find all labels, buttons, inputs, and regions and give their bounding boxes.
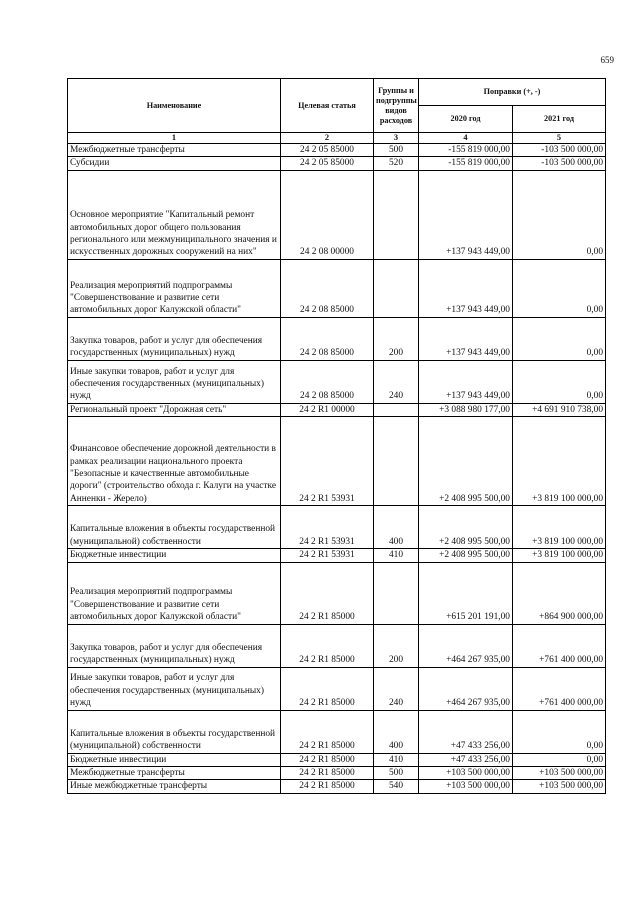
col-number: 2 [281,133,374,144]
row-code: 24 2 R1 85000 [281,624,374,667]
table-row [68,710,606,753]
row-2020: +103 500 000,00 [419,767,513,780]
col-number: 3 [374,133,419,144]
table-row [68,624,606,667]
row-2020: -155 819 000,00 [419,157,513,170]
table-row [68,157,606,170]
row-code: 24 2 R1 85000 [281,710,374,753]
page-number: 659 [600,55,614,65]
row-2021: +103 500 000,00 [513,767,606,780]
row-name: Капитальные вложения в объекты государственной (муниципальной) собственности [68,506,281,549]
row-name: Иные закупки товаров, работ и услуг для обеспечения государственных (муниципальных) нужд [68,360,281,403]
row-group: 200 [374,624,419,667]
header-name: Наименование [68,79,281,133]
row-2020: +464 267 935,00 [419,624,513,667]
header-2021: 2021 год [513,106,606,133]
row-code: 24 2 R1 85000 [281,780,374,793]
row-2020: +137 943 449,00 [419,317,513,360]
header-group: Группы и подгруппы видов расходов [374,79,419,133]
row-group [374,417,419,506]
row-name: Бюджетные инвестиции [68,549,281,562]
row-code: 24 2 R1 53931 [281,417,374,506]
table-row [68,667,606,710]
table-row [68,144,606,157]
row-2020: +615 201 191,00 [419,562,513,624]
row-group: 200 [374,317,419,360]
row-group: 410 [374,753,419,766]
row-2021: +103 500 000,00 [513,780,606,793]
row-name: Реализация мероприятий подпрограммы "Совершенствование и развитие сети автомобильных дорог Калужской области" [68,562,281,624]
header-2020: 2020 год [419,106,513,133]
row-name: Закупка товаров, работ и услуг для обеспечения государственных (муниципальных) нужд [68,317,281,360]
row-group [374,170,419,259]
row-code: 24 2 05 85000 [281,144,374,157]
row-2021: 0,00 [513,710,606,753]
row-2021: +761 400 000,00 [513,667,606,710]
row-name: Основное мероприятие "Капитальный ремонт автомобильных дорог общего пользования регионального или межмуниципального значения и искусственных дорожных сооружений на них" [68,170,281,259]
row-2020: +137 943 449,00 [419,259,513,317]
row-2020: +47 433 256,00 [419,753,513,766]
table-row [68,562,606,624]
row-group: 520 [374,157,419,170]
row-name: Межбюджетные трансферты [68,767,281,780]
table-row [68,259,606,317]
row-group [374,403,419,416]
table-row [68,506,606,549]
col-number: 4 [419,133,513,144]
col-number: 1 [68,133,281,144]
row-group: 540 [374,780,419,793]
row-group [374,562,419,624]
row-group: 400 [374,710,419,753]
row-code: 24 2 R1 00000 [281,403,374,416]
row-name: Субсидии [68,157,281,170]
budget-amendments-table [67,78,606,794]
row-code: 24 2 08 00000 [281,170,374,259]
row-2021: 0,00 [513,360,606,403]
table-row [68,417,606,506]
row-name: Капитальные вложения в объекты государственной (муниципальной) собственности [68,710,281,753]
row-2021: -103 500 000,00 [513,157,606,170]
row-code: 24 2 05 85000 [281,157,374,170]
row-code: 24 2 08 85000 [281,259,374,317]
row-group: 400 [374,506,419,549]
row-name: Иные межбюджетные трансферты [68,780,281,793]
row-2020: +47 433 256,00 [419,710,513,753]
table-row [68,360,606,403]
row-2021: +4 691 910 738,00 [513,403,606,416]
row-group: 240 [374,360,419,403]
row-2020: +103 500 000,00 [419,780,513,793]
row-2020: +2 408 995 500,00 [419,549,513,562]
row-2021: 0,00 [513,753,606,766]
row-name: Иные закупки товаров, работ и услуг для обеспечения государственных (муниципальных) нужд [68,667,281,710]
row-code: 24 2 R1 53931 [281,506,374,549]
row-2020: -155 819 000,00 [419,144,513,157]
row-2020: +137 943 449,00 [419,360,513,403]
row-2020: +137 943 449,00 [419,170,513,259]
row-2021: 0,00 [513,259,606,317]
table-row [68,767,606,780]
row-code: 24 2 R1 85000 [281,562,374,624]
row-2021: +3 819 100 000,00 [513,506,606,549]
row-2021: +864 900 000,00 [513,562,606,624]
row-2020: +3 088 980 177,00 [419,403,513,416]
row-2021: +761 400 000,00 [513,624,606,667]
row-code: 24 2 R1 85000 [281,767,374,780]
row-code: 24 2 R1 85000 [281,753,374,766]
table-row [68,317,606,360]
table-row [68,170,606,259]
table-row [68,549,606,562]
row-name: Бюджетные инвестиции [68,753,281,766]
table-row [68,780,606,793]
row-2021: 0,00 [513,170,606,259]
row-name: Межбюджетные трансферты [68,144,281,157]
row-code: 24 2 R1 85000 [281,667,374,710]
row-group: 500 [374,767,419,780]
row-code: 24 2 08 85000 [281,317,374,360]
table-row [68,753,606,766]
row-2021: 0,00 [513,317,606,360]
row-2020: +464 267 935,00 [419,667,513,710]
row-name: Региональный проект "Дорожная сеть" [68,403,281,416]
row-name: Закупка товаров, работ и услуг для обеспечения государственных (муниципальных) нужд [68,624,281,667]
header-amendments: Поправки (+, -) [419,79,606,106]
row-2021: -103 500 000,00 [513,144,606,157]
table-row [68,403,606,416]
row-group: 410 [374,549,419,562]
row-2021: +3 819 100 000,00 [513,549,606,562]
row-code: 24 2 R1 53931 [281,549,374,562]
header-code: Целевая статья [281,79,374,133]
col-number: 5 [513,133,606,144]
row-name: Финансовое обеспечение дорожной деятельности в рамках реализации национального проекта "Безопасные и качественные автомобильные дороги" (строительство обхода г. Калуги на участке Анненки - Жерело) [68,417,281,506]
row-name: Реализация мероприятий подпрограммы "Совершенствование и развитие сети автомобильных дорог Калужской области" [68,259,281,317]
row-group [374,259,419,317]
row-group: 500 [374,144,419,157]
row-code: 24 2 08 85000 [281,360,374,403]
row-2020: +2 408 995 500,00 [419,506,513,549]
row-2020: +2 408 995 500,00 [419,417,513,506]
row-group: 240 [374,667,419,710]
row-2021: +3 819 100 000,00 [513,417,606,506]
